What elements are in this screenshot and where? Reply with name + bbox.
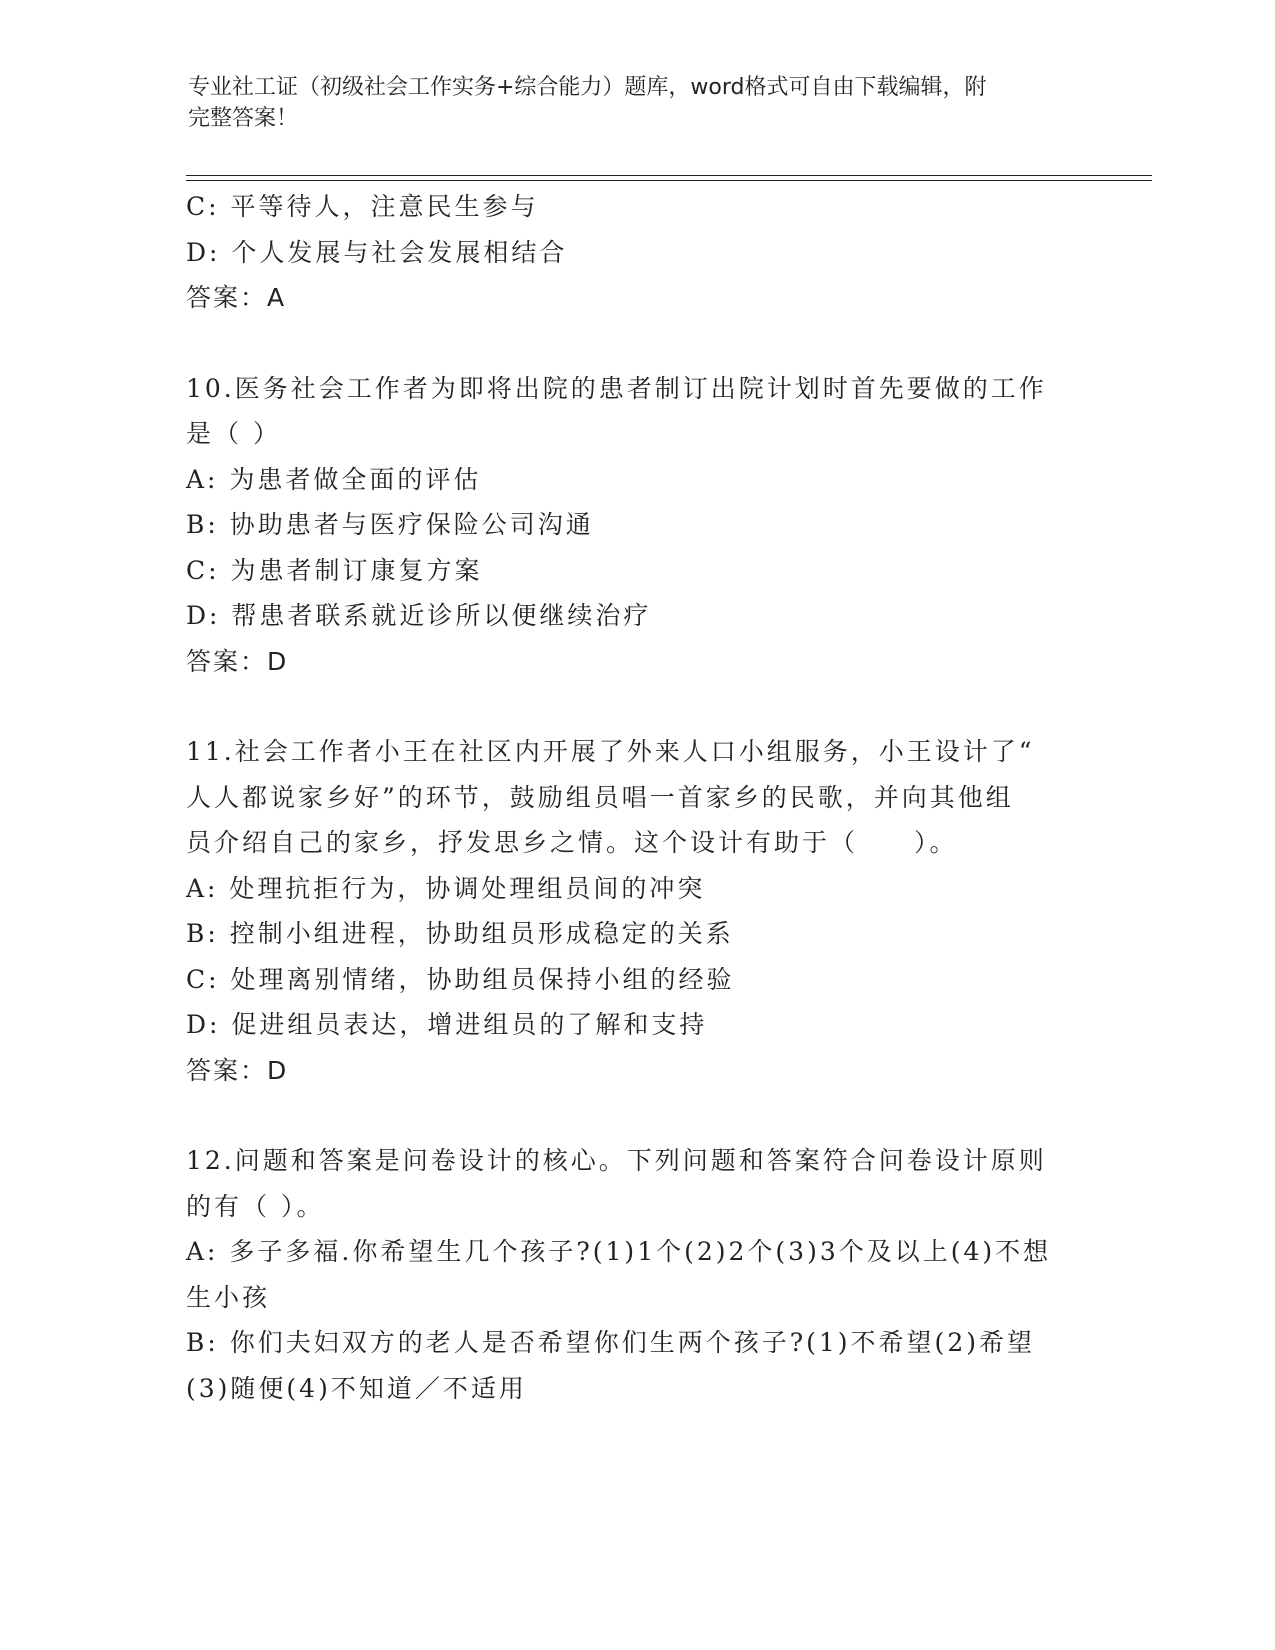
question-10-option-b: B: 协助患者与医疗保险公司沟通: [186, 510, 594, 539]
question-9-option-c: C: 平等待人，注意民生参与: [186, 192, 539, 221]
question-11: [186, 729, 1086, 1093]
header-divider-top: [186, 175, 1152, 176]
question-10-option-c: C: 为患者制订康复方案: [186, 555, 483, 585]
document-header: [188, 72, 1088, 134]
header-line-2: 完整答案！: [188, 106, 299, 131]
question-11-stem-line-2: 人人都说家乡好”的环节，鼓励组员唱一首家乡的民歌，并向其他组: [186, 782, 1014, 812]
question-12: [186, 1138, 1086, 1411]
question-10-option-a: A: 为患者做全面的评估: [186, 464, 482, 494]
question-12-stem-line-2: 的有（ ）。: [186, 1191, 325, 1221]
question-12-option-b-line-2: (3)随便(4)不知道／不适用: [186, 1373, 527, 1403]
question-12-option-a-line-1: A: 多子多福.你希望生几个孩子?(1)1个(2)2个(3)3个及以上(4)不想: [186, 1237, 1052, 1266]
question-9-option-d: D: 个人发展与社会发展相结合: [186, 237, 568, 267]
question-12-stem-line-1: 12.问题和答案是问卷设计的核心。下列问题和答案符合问卷设计原则: [186, 1146, 1047, 1175]
question-11-option-a: A: 处理抗拒行为，协调处理组员间的冲突: [186, 873, 706, 903]
question-10-answer: 答案：D: [186, 646, 289, 676]
question-10-stem-line-1: 10.医务社会工作者为即将出院的患者制订出院计划时首先要做的工作: [186, 373, 1047, 403]
question-content: [186, 184, 1086, 1411]
question-12-option-b-line-1: B: 你们夫妇双方的老人是否希望你们生两个孩子?(1)不希望(2)希望: [186, 1328, 1035, 1357]
header-line-1: 专业社工证（初级社会工作实务+综合能力）题库，word格式可自由下载编辑，附: [188, 75, 987, 100]
question-11-option-d: D: 促进组员表达，增进组员的了解和支持: [186, 1010, 708, 1039]
question-11-answer: 答案：D: [186, 1055, 289, 1085]
question-9-tail: [186, 184, 1086, 321]
question-12-option-a-line-2: 生小孩: [186, 1282, 271, 1312]
question-11-stem-line-1: 11.社会工作者小王在社区内开展了外来人口小组服务，小王设计了“: [186, 737, 1035, 766]
question-10: [186, 366, 1086, 685]
question-10-stem-line-2: 是（ ）: [186, 419, 281, 448]
question-10-option-d: D: 帮患者联系就近诊所以便继续治疗: [186, 601, 652, 630]
question-9-answer: 答案：A: [186, 283, 287, 312]
question-11-option-c: C: 处理离别情绪，协助组员保持小组的经验: [186, 964, 735, 994]
question-11-option-b: B: 控制小组进程，协助组员形成稳定的关系: [186, 919, 734, 948]
question-11-stem-line-3: 员介绍自己的家乡，抒发思乡之情。这个设计有助于（ ）。: [186, 828, 958, 857]
header-divider-bottom: [186, 180, 1152, 181]
